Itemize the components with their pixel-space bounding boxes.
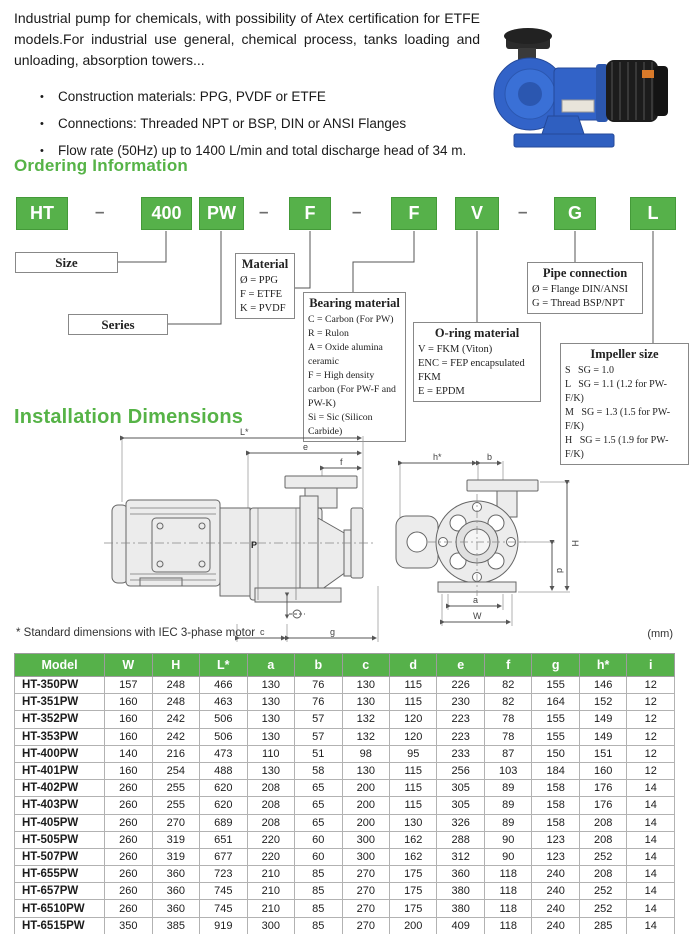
value-cell: 89 bbox=[484, 814, 531, 831]
value-cell: 252 bbox=[579, 883, 626, 900]
value-cell: 12 bbox=[627, 762, 675, 779]
legend-pipe bbox=[527, 262, 643, 314]
installation-section-title: Installation Dimensions bbox=[14, 406, 244, 428]
value-cell: 210 bbox=[247, 866, 294, 883]
value-cell: 230 bbox=[437, 694, 484, 711]
value-cell: 160 bbox=[105, 711, 152, 728]
value-cell: 65 bbox=[295, 797, 342, 814]
table-row bbox=[15, 711, 675, 728]
dim-label-P: P bbox=[251, 540, 258, 550]
value-cell: 210 bbox=[247, 883, 294, 900]
value-cell: 175 bbox=[390, 900, 437, 917]
legend-title: Impeller size bbox=[590, 347, 659, 361]
code-box-size: 400 bbox=[141, 197, 192, 230]
value-cell: 620 bbox=[200, 780, 247, 797]
value-cell: 506 bbox=[200, 711, 247, 728]
ordering-section-title: Ordering Information bbox=[14, 156, 188, 175]
value-cell: 210 bbox=[247, 900, 294, 917]
value-cell: 85 bbox=[295, 866, 342, 883]
value-cell: 319 bbox=[152, 831, 199, 848]
column-header: a bbox=[247, 654, 294, 677]
dash-separator: – bbox=[95, 202, 105, 221]
value-cell: 76 bbox=[295, 677, 342, 694]
legend-line: H SG = 1.5 (1.9 for PW-F/K) bbox=[565, 435, 669, 460]
column-header: W bbox=[105, 654, 152, 677]
code-box-series: HT bbox=[16, 197, 68, 230]
legend-line: R = Rulon bbox=[308, 328, 349, 339]
table-row bbox=[15, 762, 675, 779]
legend-title: Pipe connection bbox=[542, 266, 628, 280]
value-cell: 220 bbox=[247, 848, 294, 865]
table-row bbox=[15, 780, 675, 797]
table-row bbox=[15, 677, 675, 694]
units-label: (mm) bbox=[647, 628, 673, 640]
value-cell: 506 bbox=[200, 728, 247, 745]
table-row bbox=[15, 728, 675, 745]
code-box-series-suffix: PW bbox=[199, 197, 244, 230]
dim-label-L: L* bbox=[240, 428, 249, 437]
legend-line: E = EPDM bbox=[418, 386, 465, 397]
value-cell: 409 bbox=[437, 917, 484, 934]
legend-line: Ø = Flange DIN/ANSI bbox=[532, 284, 629, 295]
value-cell: 90 bbox=[484, 848, 531, 865]
value-cell: 385 bbox=[152, 917, 199, 934]
value-cell: 118 bbox=[484, 917, 531, 934]
legend-line: C = Carbon (For PW) bbox=[308, 314, 394, 325]
value-cell: 242 bbox=[152, 711, 199, 728]
value-cell: 240 bbox=[532, 883, 579, 900]
value-cell: 208 bbox=[579, 831, 626, 848]
value-cell: 14 bbox=[627, 900, 675, 917]
value-cell: 149 bbox=[579, 728, 626, 745]
value-cell: 65 bbox=[295, 814, 342, 831]
dash-separator: – bbox=[352, 202, 362, 221]
table-row bbox=[15, 883, 675, 900]
value-cell: 12 bbox=[627, 677, 675, 694]
value-cell: 473 bbox=[200, 745, 247, 762]
value-cell: 184 bbox=[532, 762, 579, 779]
table-row bbox=[15, 814, 675, 831]
value-cell: 14 bbox=[627, 814, 675, 831]
model-cell: HT-657PW bbox=[15, 883, 105, 900]
value-cell: 76 bbox=[295, 694, 342, 711]
value-cell: 115 bbox=[390, 762, 437, 779]
legend-line: S SG = 1.0 bbox=[565, 365, 614, 376]
value-cell: 130 bbox=[247, 762, 294, 779]
legend-size: Size bbox=[15, 252, 118, 273]
value-cell: 130 bbox=[247, 711, 294, 728]
model-cell: HT-6515PW bbox=[15, 917, 105, 934]
value-cell: 89 bbox=[484, 797, 531, 814]
column-header: c bbox=[342, 654, 389, 677]
dim-label-b: b bbox=[487, 452, 493, 462]
value-cell: 175 bbox=[390, 866, 437, 883]
value-cell: 78 bbox=[484, 711, 531, 728]
legend-line: A = Oxide alumina ceramic bbox=[308, 342, 386, 367]
value-cell: 380 bbox=[437, 900, 484, 917]
model-cell: HT-352PW bbox=[15, 711, 105, 728]
value-cell: 14 bbox=[627, 848, 675, 865]
value-cell: 120 bbox=[390, 728, 437, 745]
value-cell: 260 bbox=[105, 831, 152, 848]
value-cell: 270 bbox=[342, 917, 389, 934]
table-row bbox=[15, 900, 675, 917]
value-cell: 130 bbox=[390, 814, 437, 831]
value-cell: 82 bbox=[484, 694, 531, 711]
value-cell: 132 bbox=[342, 728, 389, 745]
value-cell: 155 bbox=[532, 677, 579, 694]
value-cell: 140 bbox=[105, 745, 152, 762]
value-cell: 312 bbox=[437, 848, 484, 865]
value-cell: 360 bbox=[152, 900, 199, 917]
value-cell: 677 bbox=[200, 848, 247, 865]
value-cell: 12 bbox=[627, 694, 675, 711]
code-box-material: F bbox=[289, 197, 331, 230]
value-cell: 260 bbox=[105, 797, 152, 814]
value-cell: 51 bbox=[295, 745, 342, 762]
table-row bbox=[15, 848, 675, 865]
value-cell: 380 bbox=[437, 883, 484, 900]
value-cell: 300 bbox=[342, 848, 389, 865]
value-cell: 82 bbox=[484, 677, 531, 694]
feature-text: Connections: Threaded NPT or BSP, DIN or ANSI Flanges bbox=[58, 116, 407, 131]
dim-label-e: e bbox=[303, 442, 309, 452]
value-cell: 123 bbox=[532, 831, 579, 848]
value-cell: 160 bbox=[579, 762, 626, 779]
value-cell: 176 bbox=[579, 780, 626, 797]
legend-line: Si = Sic (Silicon Carbide) bbox=[308, 412, 376, 437]
value-cell: 242 bbox=[152, 728, 199, 745]
value-cell: 12 bbox=[627, 728, 675, 745]
dash-separator: – bbox=[259, 202, 269, 221]
value-cell: 360 bbox=[437, 866, 484, 883]
column-header: f bbox=[484, 654, 531, 677]
value-cell: 155 bbox=[532, 728, 579, 745]
value-cell: 158 bbox=[532, 814, 579, 831]
dim-label-a: a bbox=[473, 595, 479, 605]
value-cell: 14 bbox=[627, 883, 675, 900]
feature-text: Flow rate (50Hz) up to 1400 L/min and total discharge head of 34 m. bbox=[58, 143, 467, 158]
value-cell: 745 bbox=[200, 883, 247, 900]
value-cell: 103 bbox=[484, 762, 531, 779]
value-cell: 120 bbox=[390, 711, 437, 728]
value-cell: 208 bbox=[247, 797, 294, 814]
value-cell: 115 bbox=[390, 797, 437, 814]
bullet-icon: • bbox=[40, 145, 44, 157]
dimensions-table bbox=[14, 653, 675, 934]
legend-line: G = Thread BSP/NPT bbox=[532, 298, 625, 309]
value-cell: 158 bbox=[532, 780, 579, 797]
value-cell: 14 bbox=[627, 831, 675, 848]
dash-separator: – bbox=[518, 202, 528, 221]
table-row bbox=[15, 866, 675, 883]
value-cell: 620 bbox=[200, 797, 247, 814]
value-cell: 85 bbox=[295, 917, 342, 934]
value-cell: 745 bbox=[200, 900, 247, 917]
value-cell: 360 bbox=[152, 883, 199, 900]
value-cell: 14 bbox=[627, 797, 675, 814]
value-cell: 248 bbox=[152, 677, 199, 694]
value-cell: 326 bbox=[437, 814, 484, 831]
bullet-icon: • bbox=[40, 118, 44, 130]
column-header: i bbox=[627, 654, 675, 677]
value-cell: 162 bbox=[390, 831, 437, 848]
value-cell: 223 bbox=[437, 728, 484, 745]
table-row bbox=[15, 831, 675, 848]
value-cell: 208 bbox=[579, 866, 626, 883]
model-cell: HT-505PW bbox=[15, 831, 105, 848]
value-cell: 252 bbox=[579, 900, 626, 917]
value-cell: 14 bbox=[627, 917, 675, 934]
value-cell: 305 bbox=[437, 797, 484, 814]
value-cell: 132 bbox=[342, 711, 389, 728]
code-box-pipe: G bbox=[554, 197, 596, 230]
value-cell: 130 bbox=[342, 694, 389, 711]
column-header: L* bbox=[200, 654, 247, 677]
value-cell: 216 bbox=[152, 745, 199, 762]
value-cell: 288 bbox=[437, 831, 484, 848]
value-cell: 115 bbox=[390, 780, 437, 797]
value-cell: 157 bbox=[105, 677, 152, 694]
value-cell: 240 bbox=[532, 917, 579, 934]
legend-line: L SG = 1.1 (1.2 for PW-F/K) bbox=[565, 379, 667, 404]
value-cell: 240 bbox=[532, 900, 579, 917]
value-cell: 360 bbox=[152, 866, 199, 883]
value-cell: 98 bbox=[342, 745, 389, 762]
value-cell: 58 bbox=[295, 762, 342, 779]
legend-material bbox=[235, 253, 295, 319]
dim-label-g: g bbox=[330, 627, 336, 637]
legend-line: F = ETFE bbox=[240, 289, 283, 300]
value-cell: 158 bbox=[532, 797, 579, 814]
value-cell: 689 bbox=[200, 814, 247, 831]
model-cell: HT-400PW bbox=[15, 745, 105, 762]
legend-bearing bbox=[303, 292, 406, 442]
value-cell: 200 bbox=[342, 780, 389, 797]
value-cell: 14 bbox=[627, 866, 675, 883]
value-cell: 130 bbox=[247, 677, 294, 694]
value-cell: 651 bbox=[200, 831, 247, 848]
value-cell: 87 bbox=[484, 745, 531, 762]
value-cell: 152 bbox=[579, 694, 626, 711]
value-cell: 115 bbox=[390, 677, 437, 694]
value-cell: 160 bbox=[105, 728, 152, 745]
dim-label-f: f bbox=[340, 457, 343, 467]
legend-title: Material bbox=[241, 257, 289, 271]
value-cell: 208 bbox=[247, 814, 294, 831]
installation-drawings bbox=[0, 428, 689, 650]
value-cell: 723 bbox=[200, 866, 247, 883]
dim-label-W: W bbox=[473, 611, 482, 621]
value-cell: 118 bbox=[484, 883, 531, 900]
value-cell: 260 bbox=[105, 848, 152, 865]
value-cell: 14 bbox=[627, 780, 675, 797]
model-cell: HT-6510PW bbox=[15, 900, 105, 917]
value-cell: 60 bbox=[295, 831, 342, 848]
value-cell: 162 bbox=[390, 848, 437, 865]
column-header: b bbox=[295, 654, 342, 677]
value-cell: 150 bbox=[532, 745, 579, 762]
value-cell: 254 bbox=[152, 762, 199, 779]
bullet-icon: • bbox=[40, 91, 44, 103]
value-cell: 12 bbox=[627, 711, 675, 728]
code-box-bearing: F bbox=[391, 197, 437, 230]
legend-line: ENC = FEP encapsulated FKM bbox=[418, 358, 528, 383]
value-cell: 200 bbox=[342, 797, 389, 814]
code-box-impeller: L bbox=[630, 197, 676, 230]
table-header-row bbox=[15, 654, 675, 677]
value-cell: 60 bbox=[295, 848, 342, 865]
value-cell: 89 bbox=[484, 780, 531, 797]
value-cell: 110 bbox=[247, 745, 294, 762]
value-cell: 488 bbox=[200, 762, 247, 779]
dim-label-d: d bbox=[555, 568, 565, 574]
value-cell: 260 bbox=[105, 900, 152, 917]
value-cell: 115 bbox=[390, 694, 437, 711]
legend-line: V = FKM (Viton) bbox=[418, 344, 493, 355]
dim-label-h: h* bbox=[433, 452, 442, 462]
value-cell: 118 bbox=[484, 866, 531, 883]
value-cell: 252 bbox=[579, 848, 626, 865]
value-cell: 255 bbox=[152, 797, 199, 814]
legend-title: Bearing material bbox=[309, 296, 400, 310]
value-cell: 208 bbox=[247, 780, 294, 797]
value-cell: 95 bbox=[390, 745, 437, 762]
value-cell: 160 bbox=[105, 694, 152, 711]
table-row bbox=[15, 917, 675, 934]
value-cell: 176 bbox=[579, 797, 626, 814]
value-cell: 220 bbox=[247, 831, 294, 848]
value-cell: 85 bbox=[295, 900, 342, 917]
value-cell: 130 bbox=[247, 728, 294, 745]
value-cell: 164 bbox=[532, 694, 579, 711]
value-cell: 463 bbox=[200, 694, 247, 711]
model-cell: HT-405PW bbox=[15, 814, 105, 831]
value-cell: 233 bbox=[437, 745, 484, 762]
value-cell: 260 bbox=[105, 780, 152, 797]
model-cell: HT-403PW bbox=[15, 797, 105, 814]
model-cell: HT-350PW bbox=[15, 677, 105, 694]
feature-text: Construction materials: PPG, PVDF or ETFE bbox=[58, 89, 326, 104]
value-cell: 85 bbox=[295, 883, 342, 900]
model-cell: HT-655PW bbox=[15, 866, 105, 883]
value-cell: 260 bbox=[105, 814, 152, 831]
value-cell: 160 bbox=[105, 762, 152, 779]
value-cell: 130 bbox=[342, 762, 389, 779]
value-cell: 12 bbox=[627, 745, 675, 762]
value-cell: 65 bbox=[295, 780, 342, 797]
model-cell: HT-353PW bbox=[15, 728, 105, 745]
model-cell: HT-402PW bbox=[15, 780, 105, 797]
value-cell: 57 bbox=[295, 711, 342, 728]
value-cell: 226 bbox=[437, 677, 484, 694]
value-cell: 200 bbox=[390, 917, 437, 934]
dim-label-H: H bbox=[570, 540, 580, 547]
model-cell: HT-351PW bbox=[15, 694, 105, 711]
legend-line: Ø = PPG bbox=[240, 275, 279, 286]
value-cell: 123 bbox=[532, 848, 579, 865]
value-cell: 270 bbox=[342, 883, 389, 900]
legend-line: K = PVDF bbox=[240, 303, 286, 314]
value-cell: 149 bbox=[579, 711, 626, 728]
value-cell: 919 bbox=[200, 917, 247, 934]
value-cell: 300 bbox=[247, 917, 294, 934]
table-row bbox=[15, 694, 675, 711]
value-cell: 350 bbox=[105, 917, 152, 934]
column-header: e bbox=[437, 654, 484, 677]
column-header: g bbox=[532, 654, 579, 677]
dim-label-c: c bbox=[260, 627, 265, 637]
legend-line: F = High density carbon (For PW-F and PW-K) bbox=[308, 370, 399, 409]
value-cell: 146 bbox=[579, 677, 626, 694]
value-cell: 270 bbox=[152, 814, 199, 831]
value-cell: 255 bbox=[152, 780, 199, 797]
legend-series: Series bbox=[68, 314, 168, 335]
value-cell: 260 bbox=[105, 866, 152, 883]
value-cell: 240 bbox=[532, 866, 579, 883]
standard-dimensions-note: * Standard dimensions with IEC 3-phase motor bbox=[16, 627, 256, 639]
table-row bbox=[15, 745, 675, 762]
value-cell: 270 bbox=[342, 866, 389, 883]
column-header: h* bbox=[579, 654, 626, 677]
value-cell: 78 bbox=[484, 728, 531, 745]
model-cell: HT-507PW bbox=[15, 848, 105, 865]
value-cell: 200 bbox=[342, 814, 389, 831]
legend-oring bbox=[413, 322, 541, 402]
value-cell: 208 bbox=[579, 814, 626, 831]
value-cell: 57 bbox=[295, 728, 342, 745]
value-cell: 90 bbox=[484, 831, 531, 848]
code-box-oring: V bbox=[455, 197, 499, 230]
legend-title: O-ring material bbox=[434, 326, 520, 340]
value-cell: 155 bbox=[532, 711, 579, 728]
value-cell: 319 bbox=[152, 848, 199, 865]
value-cell: 151 bbox=[579, 745, 626, 762]
column-header: d bbox=[390, 654, 437, 677]
value-cell: 285 bbox=[579, 917, 626, 934]
column-header: Model bbox=[15, 654, 105, 677]
value-cell: 223 bbox=[437, 711, 484, 728]
value-cell: 300 bbox=[342, 831, 389, 848]
value-cell: 130 bbox=[342, 677, 389, 694]
value-cell: 256 bbox=[437, 762, 484, 779]
value-cell: 270 bbox=[342, 900, 389, 917]
value-cell: 248 bbox=[152, 694, 199, 711]
value-cell: 175 bbox=[390, 883, 437, 900]
value-cell: 305 bbox=[437, 780, 484, 797]
value-cell: 466 bbox=[200, 677, 247, 694]
intro-paragraph: Industrial pump for chemicals, with possibility of Atex certification for ETFE models.For industrial use general, chemical process, tanks loading and unloading, absorption towers... bbox=[14, 10, 480, 68]
model-cell: HT-401PW bbox=[15, 762, 105, 779]
value-cell: 118 bbox=[484, 900, 531, 917]
legend-line: M SG = 1.3 (1.5 for PW-F/K) bbox=[565, 407, 671, 432]
table-row bbox=[15, 797, 675, 814]
value-cell: 260 bbox=[105, 883, 152, 900]
column-header: H bbox=[152, 654, 199, 677]
value-cell: 130 bbox=[247, 694, 294, 711]
